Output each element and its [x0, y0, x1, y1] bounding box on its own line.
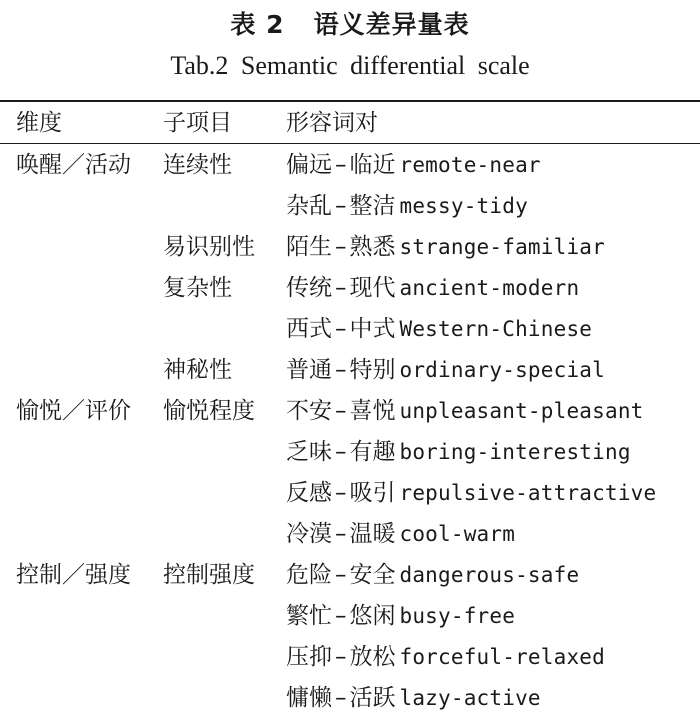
adjective-pair-en: Western-Chinese	[399, 317, 593, 341]
adjective-left-cn: 不安	[286, 398, 332, 424]
adjective-pair-cell	[286, 309, 592, 349]
adjective-pair-en: dangerous-safe	[399, 563, 580, 587]
adjective-pair-cell	[286, 268, 579, 308]
adjective-pair-cell	[286, 350, 605, 390]
adjective-left-cn: 乏味	[286, 439, 332, 465]
adjective-pair-en: busy-free	[399, 604, 516, 628]
adjective-left-cn: 反感	[286, 480, 332, 506]
adjective-right-cn: 活跃	[349, 685, 396, 711]
adjective-left-cn: 慵懒	[286, 685, 332, 711]
table-row	[0, 514, 700, 555]
adjective-pair-cell	[286, 473, 656, 513]
adjective-pair-cell	[286, 555, 579, 595]
subitem-cell: 易识别性	[163, 234, 255, 260]
dimension-cell: 愉悦／评价	[16, 398, 131, 424]
pair-separator: –	[335, 685, 347, 711]
adjective-pair-cell	[286, 186, 528, 226]
table-row	[0, 227, 700, 268]
adjective-right-cn: 悠闲	[349, 603, 396, 629]
adjective-pair-cell	[286, 678, 541, 718]
pair-separator: –	[335, 193, 347, 219]
pair-separator: –	[335, 603, 347, 629]
adjective-pair-cell	[286, 391, 644, 431]
adjective-pair-cell	[286, 145, 541, 185]
adjective-pair-en: repulsive-attractive	[399, 481, 657, 505]
table-row	[0, 637, 700, 678]
table-row	[0, 432, 700, 473]
header-dimension: 维度	[16, 110, 62, 136]
adjective-left-cn: 普通	[286, 357, 332, 383]
adjective-right-cn: 现代	[349, 275, 396, 301]
adjective-pair-cell	[286, 514, 515, 554]
adjective-right-cn: 放松	[349, 644, 396, 670]
pair-separator: –	[335, 439, 347, 465]
table-row	[0, 473, 700, 514]
table-row	[0, 555, 700, 596]
pair-separator: –	[335, 152, 347, 178]
adjective-right-cn: 临近	[349, 152, 396, 178]
table-row	[0, 145, 700, 186]
adjective-pair-en: strange-familiar	[399, 235, 605, 259]
adjective-left-cn: 危险	[286, 562, 332, 588]
subitem-cell: 愉悦程度	[163, 398, 255, 424]
adjective-pair-en: messy-tidy	[399, 194, 528, 218]
adjective-right-cn: 整洁	[349, 193, 396, 219]
table-row	[0, 350, 700, 391]
pair-separator: –	[335, 480, 347, 506]
adjective-pair-cell	[286, 227, 605, 267]
pair-separator: –	[335, 562, 347, 588]
adjective-pair-en: lazy-active	[399, 686, 541, 710]
pair-separator: –	[335, 398, 347, 424]
pair-separator: –	[335, 357, 347, 383]
table-caption-chinese: 表 2 语义差异量表	[230, 10, 470, 39]
adjective-left-cn: 传统	[286, 275, 332, 301]
adjective-left-cn: 偏远	[286, 152, 332, 178]
subitem-cell: 连续性	[163, 152, 232, 178]
adjective-right-cn: 有趣	[349, 439, 396, 465]
adjective-left-cn: 陌生	[286, 234, 332, 260]
table-row	[0, 309, 700, 350]
table-header-rule	[0, 143, 700, 144]
adjective-right-cn: 特别	[349, 357, 396, 383]
table-body	[0, 145, 700, 719]
table-row	[0, 268, 700, 309]
adjective-pair-cell	[286, 596, 515, 636]
dimension-cell: 唤醒／活动	[16, 152, 131, 178]
adjective-pair-en: ancient-modern	[399, 276, 580, 300]
adjective-pair-en: boring-interesting	[399, 440, 631, 464]
adjective-pair-en: ordinary-special	[399, 358, 605, 382]
adjective-right-cn: 中式	[349, 316, 396, 342]
pair-separator: –	[335, 316, 347, 342]
adjective-pair-en: cool-warm	[399, 522, 516, 546]
subitem-cell: 神秘性	[163, 357, 232, 383]
header-adjective-pair: 形容词对	[286, 110, 378, 136]
adjective-right-cn: 安全	[349, 562, 396, 588]
subitem-cell: 复杂性	[163, 275, 232, 301]
table-row	[0, 596, 700, 637]
adjective-right-cn: 温暖	[349, 521, 396, 547]
pair-separator: –	[335, 644, 347, 670]
adjective-left-cn: 西式	[286, 316, 332, 342]
table-header-row	[0, 104, 700, 142]
table-row	[0, 186, 700, 227]
adjective-pair-cell	[286, 432, 631, 472]
table-row	[0, 678, 700, 719]
adjective-left-cn: 冷漠	[286, 521, 332, 547]
adjective-pair-en: unpleasant-pleasant	[399, 399, 644, 423]
table-caption-english: Tab.2 Semantic differential scale	[170, 51, 530, 80]
pair-separator: –	[335, 234, 347, 260]
adjective-right-cn: 吸引	[349, 480, 396, 506]
adjective-pair-cell	[286, 637, 605, 677]
adjective-pair-en: forceful-relaxed	[399, 645, 605, 669]
pair-separator: –	[335, 275, 347, 301]
table-row	[0, 391, 700, 432]
adjective-left-cn: 压抑	[286, 644, 332, 670]
pair-separator: –	[335, 521, 347, 547]
subitem-cell: 控制强度	[163, 562, 255, 588]
adjective-left-cn: 繁忙	[286, 603, 332, 629]
table-top-rule	[0, 100, 700, 102]
header-subitem: 子项目	[163, 110, 232, 136]
adjective-left-cn: 杂乱	[286, 193, 332, 219]
adjective-right-cn: 喜悦	[349, 398, 396, 424]
dimension-cell: 控制／强度	[16, 562, 131, 588]
adjective-pair-en: remote-near	[399, 153, 541, 177]
adjective-right-cn: 熟悉	[349, 234, 396, 260]
